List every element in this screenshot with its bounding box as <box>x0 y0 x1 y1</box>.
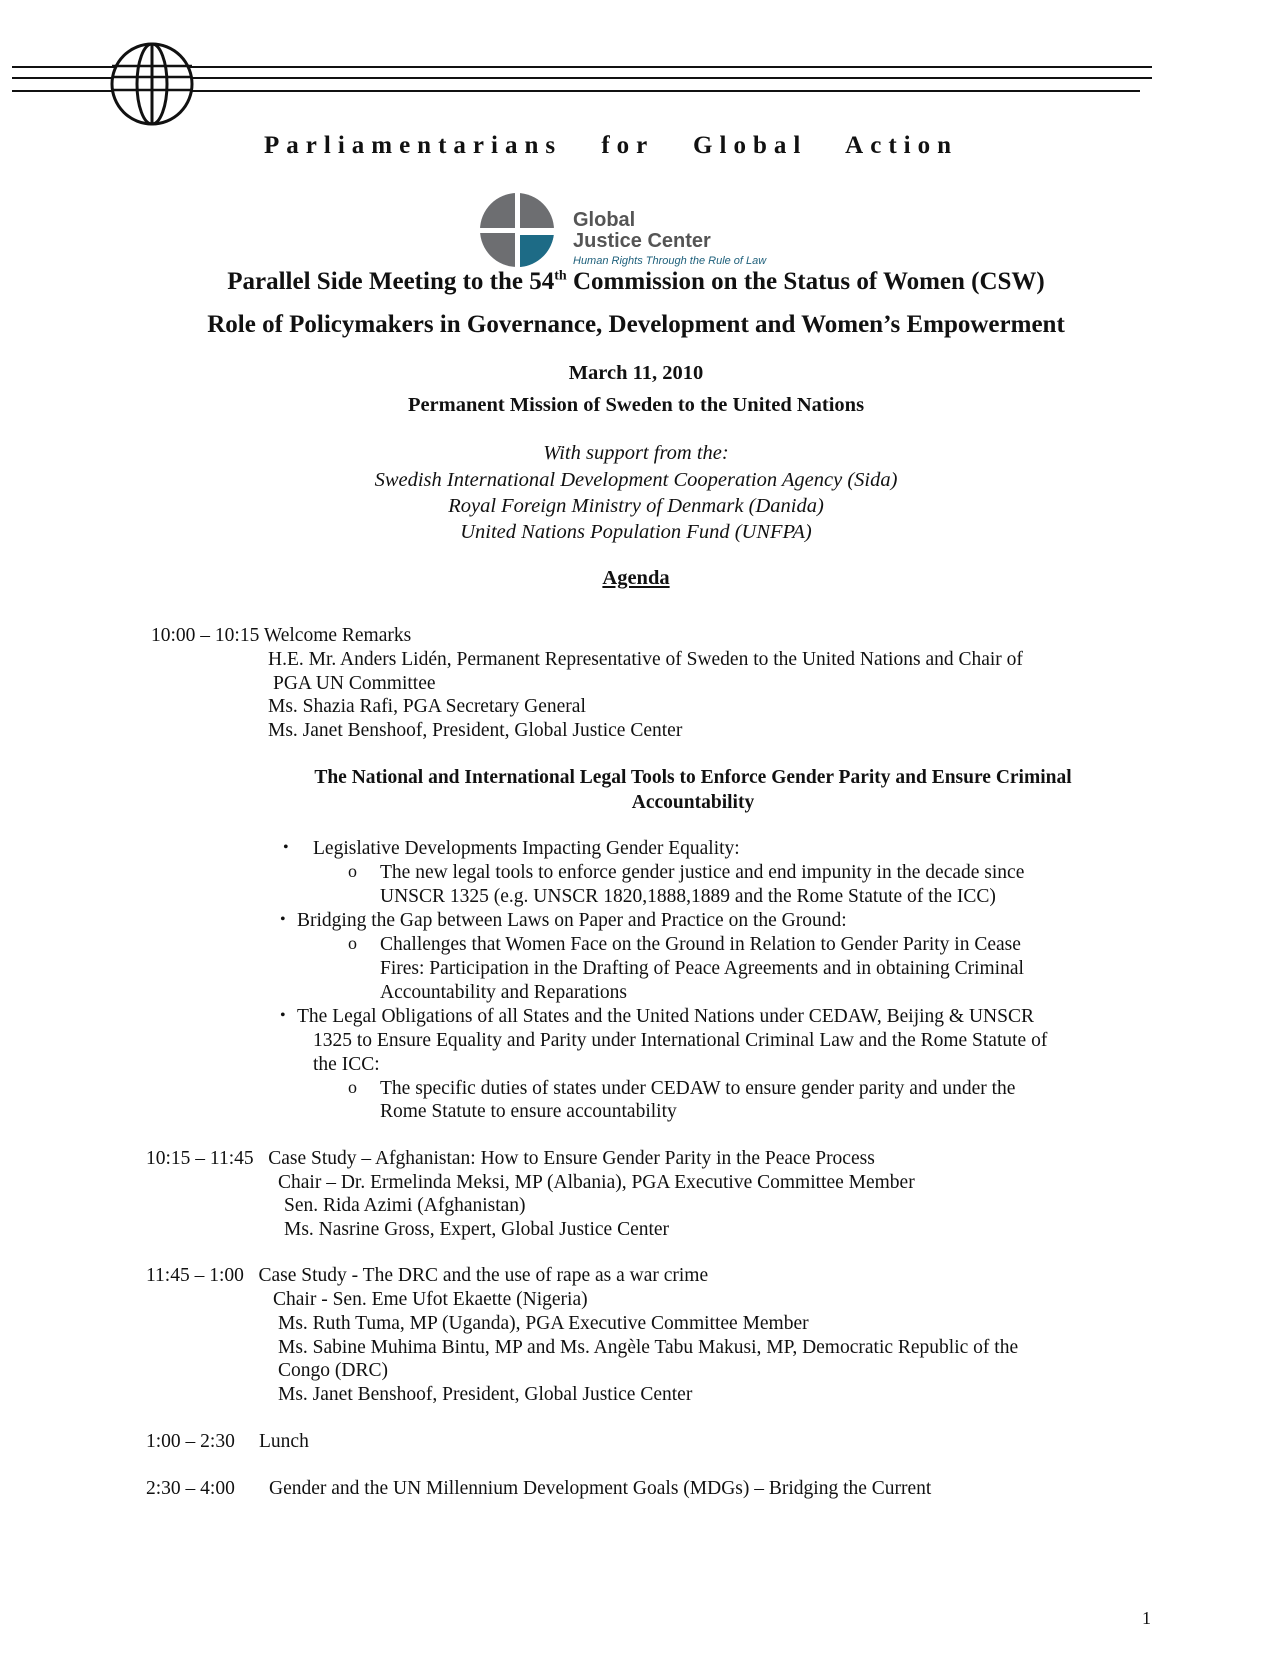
session-time: 11:45 – 1:00 <box>146 1265 244 1286</box>
title-line-2: Role of Policymakers in Governance, Development and Women’s Empowerment <box>207 311 1065 338</box>
session-1-header <box>151 624 411 648</box>
support-intro: With support from the: <box>543 442 729 464</box>
session-title: Case Study – Afghanistan: How to Ensure Gender Parity in the Peace Process <box>268 1148 875 1169</box>
session-time: 10:00 – 10:15 <box>151 625 260 646</box>
sub-bullet-icon: o <box>348 861 357 881</box>
topic-line: the ICC: <box>313 1054 380 1075</box>
title-line-1 <box>0 268 1280 296</box>
gjc-logo-tagline: Human Rights Through the Rule of Law <box>573 255 767 267</box>
subtopic-line: Challenges that Women Face on the Ground in Relation to Gender Parity in Cease <box>380 934 1021 955</box>
subtopic-line: UNSCR 1325 (e.g. UNSCR 1820,1888,1889 and the Rome Statute of the ICC) <box>380 886 996 907</box>
subtopic-line: Fires: Participation in the Drafting of Peace Agreements and in obtaining Criminal <box>380 958 1024 979</box>
speaker-line: Ms. Nasrine Gross, Expert, Global Justice Center <box>284 1219 670 1240</box>
session-title: Case Study - The DRC and the use of rape as a war crime <box>258 1265 709 1286</box>
section-heading-line-2: Accountability <box>631 792 755 813</box>
page-number: 1 <box>1142 1608 1151 1628</box>
sponsor-3: United Nations Population Fund (UNFPA) <box>460 521 812 543</box>
speaker-line: Ms. Ruth Tuma, MP (Uganda), PGA Executive Committee Member <box>278 1313 809 1334</box>
gjc-logo-name-line1: Global <box>573 209 636 231</box>
sub-bullet-icon: o <box>348 1077 357 1097</box>
meeting-date: March 11, 2010 <box>568 362 704 384</box>
title-line-1-pre: Parallel Side Meeting to the 54 <box>227 268 555 295</box>
subtopic-line: Accountability and Reparations <box>380 982 627 1003</box>
title-line-1-post: Commission on the Status of Women (CSW) <box>566 268 1045 295</box>
bullet-icon: • <box>283 839 289 856</box>
speaker-line: PGA UN Committee <box>273 673 436 694</box>
topic-line: The Legal Obligations of all States and the United Nations under CEDAW, Beijing & UNSCR <box>297 1006 1034 1027</box>
topic-line: 1325 to Ensure Equality and Parity under International Criminal Law and the Rome Statute of <box>313 1030 1048 1051</box>
session-4-title: Lunch <box>259 1431 309 1452</box>
session-4-time: 1:00 – 2:30 <box>146 1431 235 1452</box>
speaker-line: Ms. Janet Benshoof, President, Global Justice Center <box>278 1384 693 1405</box>
session-5-time: 2:30 – 4:00 <box>146 1478 235 1499</box>
speaker-line: Chair - Sen. Eme Ufot Ekaette (Nigeria) <box>273 1289 588 1310</box>
topic-line: Bridging the Gap between Laws on Paper and Practice on the Ground: <box>297 910 847 931</box>
section-heading <box>268 765 1118 815</box>
speaker-line: Congo (DRC) <box>278 1360 388 1381</box>
subtopic-line: The new legal tools to enforce gender justice and end impunity in the decade since <box>380 862 1025 883</box>
session-title: Welcome Remarks <box>263 625 412 646</box>
gjc-logo-name <box>573 210 711 252</box>
speaker-line: Sen. Rida Azimi (Afghanistan) <box>284 1195 526 1216</box>
speaker-line: Chair – Dr. Ermelinda Meksi, MP (Albania), PGA Executive Committee Member <box>278 1172 915 1193</box>
meeting-venue: Permanent Mission of Sweden to the United Nations <box>407 394 865 416</box>
session-3-header <box>146 1264 708 1288</box>
title-superscript: th <box>554 268 567 284</box>
sub-bullet-icon: o <box>348 933 357 953</box>
sponsor-1: Swedish International Development Cooperation Agency (Sida) <box>374 469 898 491</box>
section-heading-line-1: The National and International Legal Tools to Enforce Gender Parity and Ensure Criminal <box>314 767 1072 788</box>
session-5-title: Gender and the UN Millennium Development Goals (MDGs) – Bridging the Current <box>269 1478 932 1499</box>
speaker-line: Ms. Sabine Muhima Bintu, MP and Ms. Angèle Tabu Makusi, MP, Democratic Republic of the <box>278 1337 1019 1358</box>
speaker-line: Ms. Janet Benshoof, President, Global Justice Center <box>268 720 683 741</box>
subtopic-line: Rome Statute to ensure accountability <box>380 1101 677 1122</box>
session-time: 10:15 – 11:45 <box>146 1148 254 1169</box>
gjc-logo <box>477 192 837 272</box>
gjc-logo-mark-icon <box>477 192 561 272</box>
session-2-header <box>146 1147 875 1171</box>
sponsor-2: Royal Foreign Ministry of Denmark (Danida) <box>448 495 824 517</box>
topic-line: Legislative Developments Impacting Gender Equality: <box>313 838 740 859</box>
org-name: Parliamentarians for Global Action <box>264 132 958 159</box>
speaker-line: Ms. Shazia Rafi, PGA Secretary General <box>268 696 586 717</box>
subtopic-line: The specific duties of states under CEDAW to ensure gender parity and under the <box>380 1078 1016 1099</box>
agenda-heading: Agenda <box>602 567 670 589</box>
gjc-logo-name-line2: Justice Center <box>573 230 711 252</box>
globe-icon <box>108 40 196 128</box>
speaker-line: H.E. Mr. Anders Lidén, Permanent Representative of Sweden to the United Nations and Chair of <box>268 649 1023 670</box>
bullet-icon: • <box>280 1007 286 1024</box>
bullet-icon: • <box>280 911 286 928</box>
